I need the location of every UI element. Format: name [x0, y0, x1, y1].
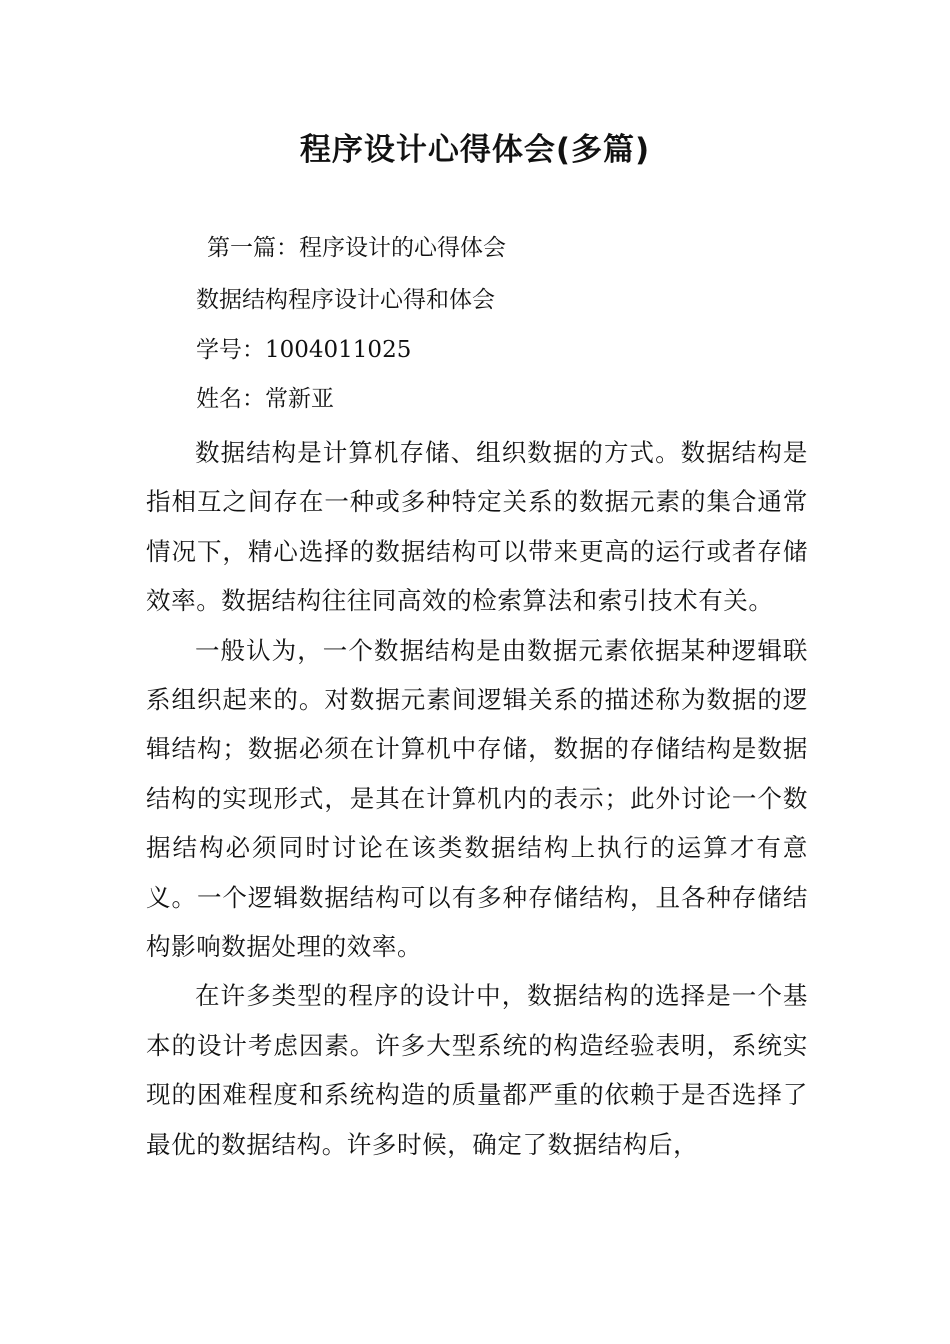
paragraph-1: 数据结构是计算机存储、组织数据的方式。数据结构是指相互之间存在一种或多种特定关系的数据元素的集合通常情况下，精心选择的数据结构可以带来更高的运行或者存储效率。数据结构往往同高效的检索算法和索引技术有关。 — [146, 438, 808, 616]
document-subtitle: 数据结构程序设计心得和体会 — [196, 287, 495, 313]
paragraph-2: 一般认为，一个数据结构是由数据元素依据某种逻辑联系组织起来的。对数据元素间逻辑关系的描述称为数据的逻辑结构；数据必须在计算机中存储，数据的存储结构是数据结构的实现形式，是其在计算机内的表示；此外讨论一个数据结构必须同时讨论在该类数据结构上执行的运算才有意义。一个逻辑数据结构可以有多种存储结构，且各种存储结构影响数据处理的效率。 — [146, 635, 808, 962]
document-title: 程序设计心得体会(多篇) — [299, 132, 651, 168]
paragraph-3: 在许多类型的程序的设计中，数据结构的选择是一个基本的设计考虑因素。许多大型系统的构造经验表明，系统实现的困难程度和系统构造的质量都严重的依赖于是否选择了最优的数据结构。许多时候，确定了数据结构后， — [146, 981, 808, 1159]
body-text — [146, 428, 808, 1169]
section-heading: 第一篇：程序设计的心得体会 — [207, 235, 506, 261]
student-name: 姓名：常新亚 — [196, 386, 334, 412]
student-id: 学号：1004011025 — [196, 337, 412, 363]
